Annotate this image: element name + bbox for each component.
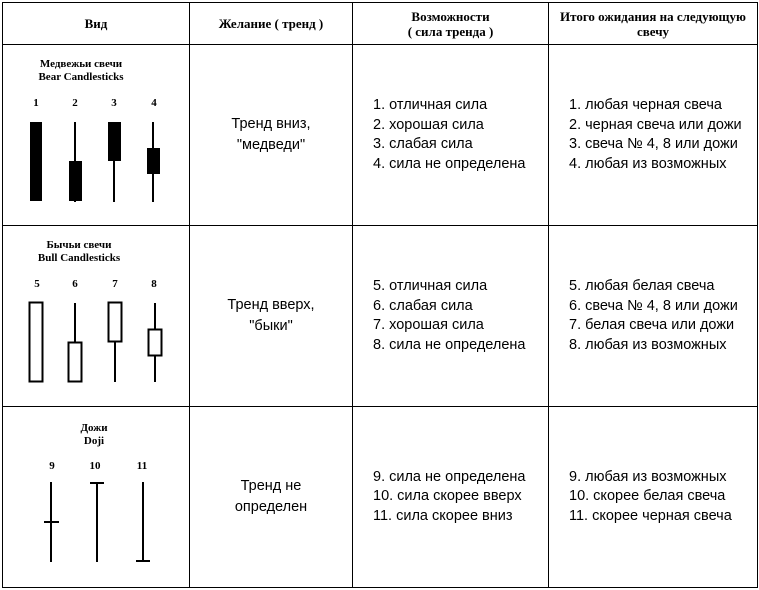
candle-number-10: 10	[89, 460, 101, 472]
bear-illustration-cell	[3, 45, 190, 226]
bull-title-en: Bull Candlesticks	[37, 252, 121, 264]
strength-item: 10. сила скорее вверх	[373, 488, 522, 505]
strength-item: 9. сила не определена	[373, 468, 526, 485]
candle-number-4: 4	[151, 97, 157, 109]
bull-candle-6	[69, 303, 82, 382]
header-expectation: Итого ожидания на следующую свечу	[549, 3, 758, 45]
bull-expectation-cell	[549, 226, 758, 407]
expectation-item: 6. свеча № 4, 8 или дожи	[569, 297, 738, 314]
strength-item: 5. отличная сила	[373, 278, 488, 294]
expectation-item: 4. любая из возможных	[569, 155, 727, 172]
strength-item: 6. слабая сила	[373, 297, 473, 314]
expectation-item: 2. черная свеча или дожи	[569, 116, 742, 133]
candle-number-2: 2	[72, 97, 78, 109]
doji-illustration-cell	[3, 407, 190, 588]
strength-item: 3. слабая сила	[373, 136, 473, 152]
expectation-item: 9. любая из возможных	[569, 468, 727, 485]
bear-strength-cell	[353, 45, 549, 226]
candle-number-11: 11	[136, 460, 148, 472]
doji-strength-cell	[353, 407, 549, 588]
strength-item: 7. хорошая сила	[373, 317, 484, 333]
bull-strength-cell	[353, 226, 549, 407]
doji-row	[3, 407, 758, 588]
candle-number-7: 7	[112, 278, 118, 290]
bear-candles-figure	[3, 45, 189, 225]
bull-candles-figure	[3, 226, 189, 406]
bull-candle-5	[30, 303, 43, 382]
header-desire: Желание ( тренд )	[190, 3, 353, 45]
expectation-item: 1. любая черная свеча	[569, 97, 723, 113]
bear-candle-1	[30, 122, 42, 201]
bear-candle-2	[69, 122, 82, 202]
candle-number-3: 3	[111, 97, 117, 109]
header-view: Вид	[3, 3, 190, 45]
candle-number-5: 5	[34, 278, 40, 290]
bear-expectation-cell	[549, 45, 758, 226]
strength-item: 4. сила не определена	[373, 155, 526, 172]
doji-candles-figure	[3, 407, 189, 587]
bear-title-ru: Медвежьи свечи	[39, 58, 123, 70]
bull-title-ru: Бычьи свечи	[46, 239, 112, 251]
header-possibilities: Возможности ( сила тренда )	[353, 3, 549, 45]
doji-trend-cell: Тренд не определен	[190, 407, 353, 588]
bull-candle-8	[149, 303, 162, 382]
bear-row	[3, 45, 758, 226]
candlestick-table	[2, 2, 758, 588]
doji-title-en: Doji	[83, 435, 105, 447]
candle-number-9: 9	[49, 460, 55, 472]
strength-item: 8. сила не определена	[373, 336, 526, 353]
bull-illustration-cell	[3, 226, 190, 407]
expectation-item: 3. свеча № 4, 8 или дожи	[569, 136, 738, 152]
strength-item: 2. хорошая сила	[373, 116, 484, 133]
doji-title-ru: Дожи	[80, 422, 108, 434]
candle-number-1: 1	[33, 97, 39, 109]
doji-candle-11	[136, 482, 150, 562]
expectation-item: 8. любая из возможных	[569, 336, 727, 353]
candle-number-8: 8	[151, 278, 157, 290]
bull-candle-7	[109, 303, 122, 383]
strength-item: 1. отличная сила	[373, 97, 488, 113]
bear-candle-3	[108, 122, 121, 202]
header-row	[3, 3, 758, 45]
expectation-item: 10. скорее белая свеча	[569, 488, 726, 505]
bear-candle-4	[147, 122, 160, 202]
expectation-item: 11. скорее черная свеча	[569, 507, 732, 524]
bear-title-en: Bear Candlesticks	[38, 71, 124, 83]
expectation-item: 7. белая свеча или дожи	[569, 317, 735, 333]
doji-expectation-cell	[549, 407, 758, 588]
bear-trend-cell: Тренд вниз, "медведи"	[190, 45, 353, 226]
bull-trend-cell: Тренд вверх, "быки"	[190, 226, 353, 407]
expectation-item: 5. любая белая свеча	[569, 278, 715, 294]
bull-row	[3, 226, 758, 407]
strength-item: 11. сила скорее вниз	[373, 507, 513, 524]
candle-number-6: 6	[72, 278, 78, 290]
doji-candle-9	[44, 482, 59, 562]
doji-candle-10	[90, 482, 104, 562]
